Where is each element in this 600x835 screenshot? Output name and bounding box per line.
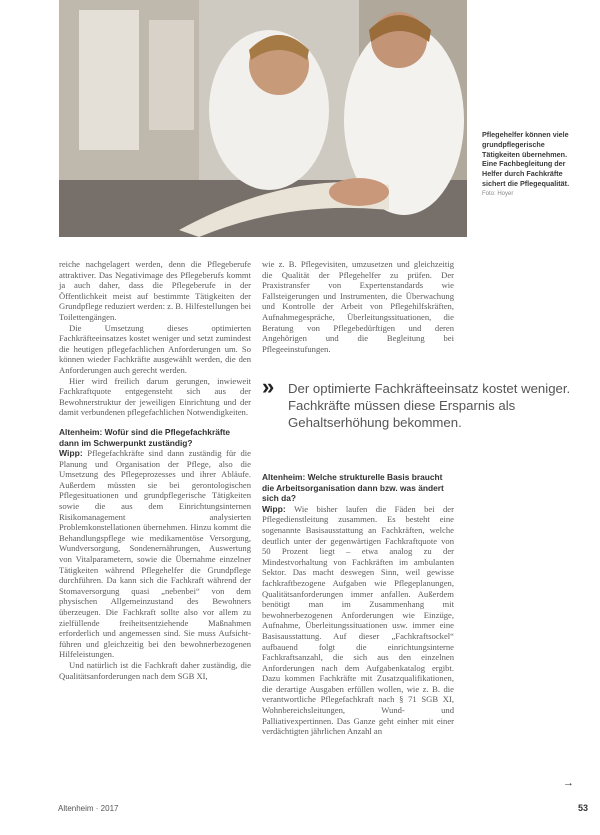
pull-quote-text: Der optimierte Fachkräfteeinsatz kostet weniger. Fachkräfte müssen diese Ersparnis als Gehaltserhöhung bekommen. (288, 381, 571, 430)
answer-lead: Wipp: (262, 503, 286, 514)
caption-text: Pflegehelfer können viele grundpflegerische Tätigkeiten übernehmen. Eine Fachbegleitung der Helfer durch Fachkräfte sichert die Pflegequalität. (482, 130, 570, 188)
photo-caption (482, 130, 582, 200)
answer-text: Wie bisher laufen die Fäden bei der Pflegedienstleitung zusammen. Es besteht eine sogenannte Basisausstattung an Fachkräften, welche deutlich unter der gegenwärtigen Fachkraftquote von 50 Prozent liegt – etwa analog zu der Mindestvorhaltung von Fachkräften im ambulanten Sektor. Das macht deswegen Sinn, weil gewisse fachkraftbezogene Aufgaben wie Pflegeplanungen, Qualitätsanforderungen immer anfallen. Außerdem benötigt man im Zusammenhang mit bewohnerbezogenen Anforderungen wie Einzüge, Aufnahme, Überleitungssituationen usw. immer eine Basisausstattung. Auf dieser „Fachkraftsockel“ aufbauend folgt die einrichtungsinterne Fachkraftsanzahl, die sich aus den einzelnen Anforderungen nach dem Aufgabenkatalog ergibt. Dazu kommen Fachkräfte mit Zusatzqualifikationen, die derartige Ausgaben erfüllen wollen, wie z. B. die verantwortliche Pflegefachkraft nach § 71 SGB XI, Wohnbereichsleitungen, Wund- und Palliativexpertinnen. Das Ganze geht einher mit einer verdächtigten jährlichen Anzahl an (262, 503, 454, 737)
answer-text: Pflegefachkräfte sind dann zuständig für die Planung und Organisation der Pflege, also die Umsetzung des Pflegeprozesses und ihrer Abläufe. Außerdem müssten sie bei gerontologischen Pflegesituationen und grundpflegerische Tätigkeiten sowie die aus dem Einrichtungsinternen Risikomanagement analysierten Problemkonstellationen übernehmen. Hinzu kommt die Behandlungspflege wie medikamentöse Versorgung, Wundversorgung, Sondenernährungen, Auswertung von Vitalparametern, sowie die Übernahme einzelner Tätigkeiten während Pflegehelfer die Grundpflege durchführen. Da kann sich die Fachkraft während der Stomaversorgung quasi „nebenbei“ von dem physischen Allgemeinzustand des Bewohners überzeugen. Die Fachkraft sollte also vor allem zu zielfüllende freiheitsentziehende Maßnahmen erforderlich und angemessen sind. Sie muss Aufsicht- führen und gleichzeitig bei den bewohnerbezogenen Hilfeleistungen. (59, 448, 251, 660)
footer-publication: Altenheim · 2017 (58, 804, 119, 813)
left-column (59, 259, 251, 681)
double-chevron-right-icon: » (262, 374, 275, 399)
left-paragraph: Hier wird freilich darum gerungen, inwieweit Fachkraftquote entgegensteht sich aus der Bewohnerstruktur der jeweiligen Einrichtung und der damit verbundenen pflegefachlichen Notwendigkeiten. (59, 375, 251, 418)
answer-lead: Wipp: (59, 448, 83, 459)
right-paragraph: wie z. B. Pflegevisiten, umzusetzen und gleichzeitig die Qualität der Pflegehelfer zu prüfen. Der Praxistransfer von Expertenstandards wie Fallsteigerungen und Instrumenten, die Überwachung und Kontrolle der Arbeit von Pflegehilfskräften, Aufnahmegespräche, Überleitungssituationen, die Beratung von Pflegebedürftigen und deren Angehörigen und die Begleitung bei Pflegeeinstufungen. (262, 259, 454, 354)
photo-credit: Foto: Hoyer (482, 190, 514, 197)
left-paragraph: Die Umsetzung dieses optimierten Fachkräfteeinsatzes kostet weniger und setzt zumindest die heutigen pflegefachlichen Anforderungen um. So können wieder Fachkräfte ausgewählt werden, die den Anforderungen auch gerecht werden. (59, 322, 251, 375)
photo-image (59, 0, 467, 237)
header-photo (59, 0, 467, 237)
left-paragraph: reiche nachgelagert werden, denn die Pflegeberufe attraktiver. Das Negativimage des Pflegeberufs kommt ja auch daher, dass die Pflegeberufe in der Öffentlichkeit meist auf bestimmte Tätigkeiten der Grundpflege reduziert werden: z. B. Hilfestellungen bei Toilettengängen. (59, 259, 251, 322)
right-column-bottom (262, 472, 454, 737)
left-paragraph: Und natürlich ist die Fachkraft daher zuständig, die Qualitätsanforderungen nach dem SGB XI, (59, 659, 251, 681)
question-heading: Altenheim: Welche strukturelle Basis braucht die Arbeitsorganisation dann bzw. was ändert sich da? (262, 472, 444, 504)
right-column-top (262, 259, 454, 354)
pull-quote (262, 374, 592, 431)
continue-arrow-icon: → (563, 777, 574, 789)
question-heading: Altenheim: Wofür sind die Pflegefachkräfte dann im Schwerpunkt zuständig? (59, 426, 231, 448)
page-number: 53 (578, 803, 589, 813)
